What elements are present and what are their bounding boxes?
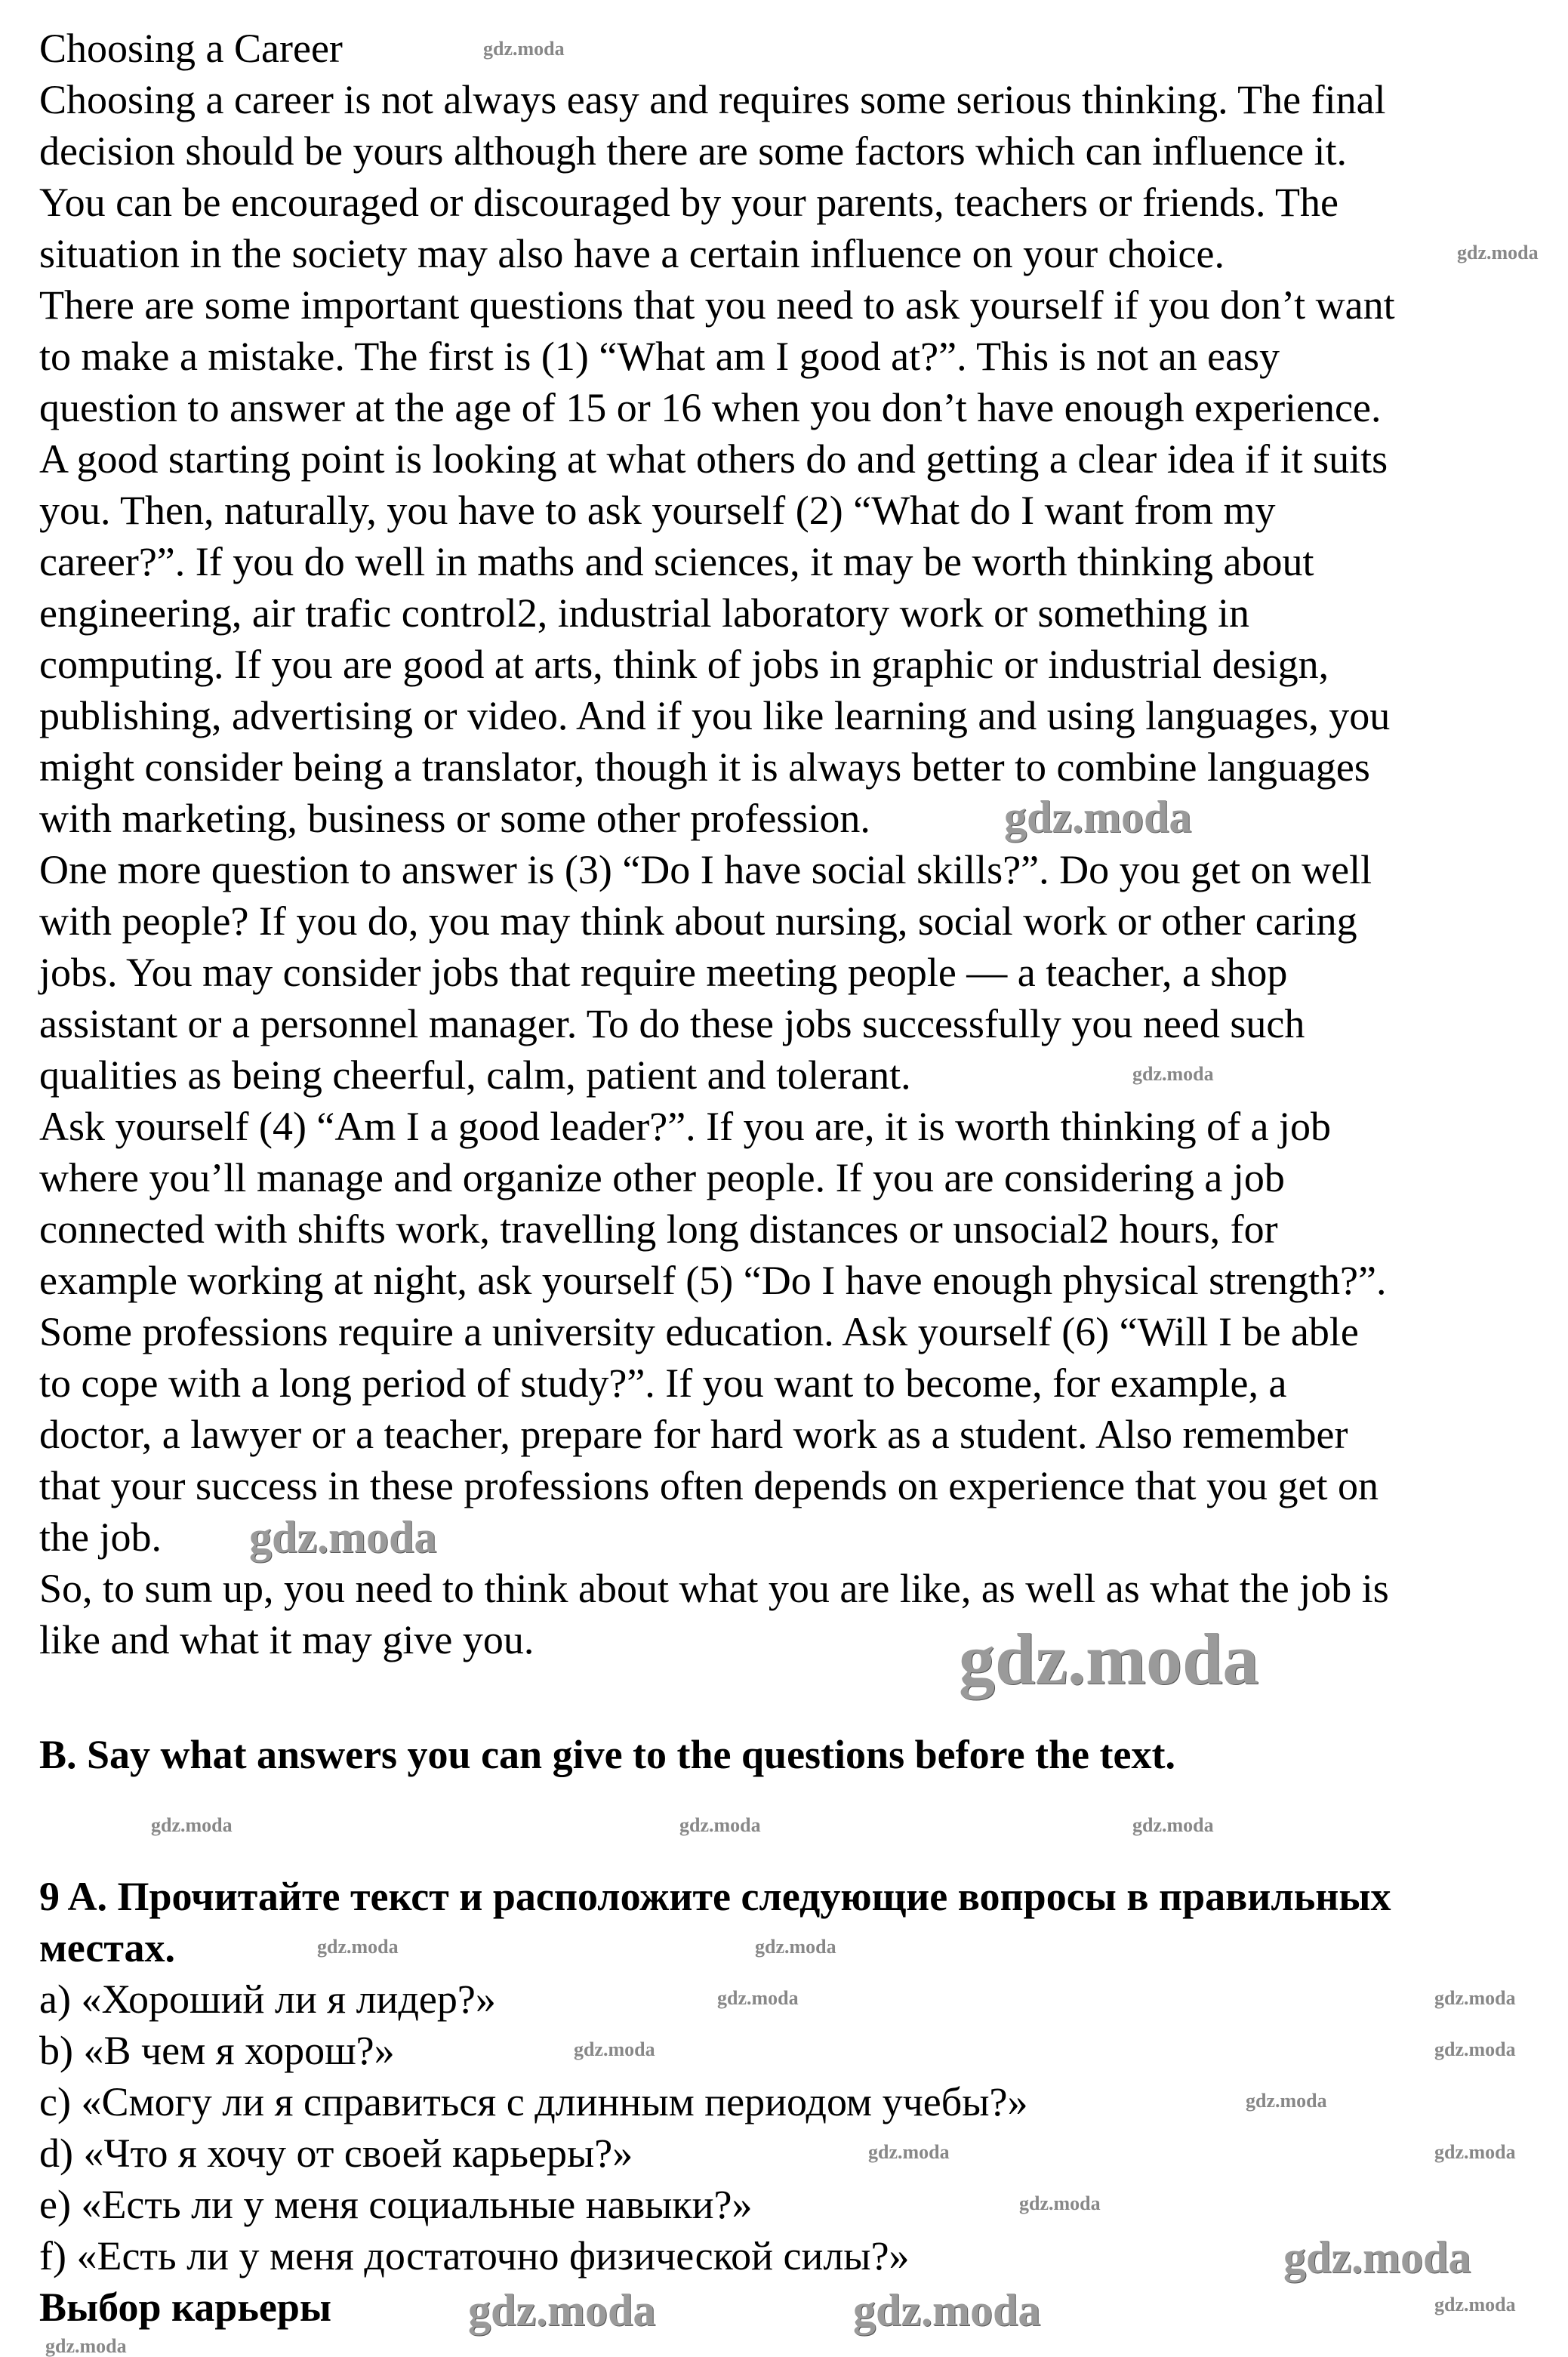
article-line: to make a mistake. The first is (1) “What am I good at?”. This is not an easy	[39, 334, 1280, 379]
article-line: example working at night, ask yourself (5) “Do I have enough physical strength?”.	[39, 1258, 1387, 1303]
watermark: gdz.moda	[755, 1936, 836, 1958]
article-line: like and what it may give you.	[39, 1617, 534, 1662]
watermark: gdz.moda	[717, 1987, 799, 2009]
watermark: gdz.moda	[1246, 2090, 1327, 2112]
watermark: gdz.moda	[249, 1512, 437, 1562]
article-line: jobs. You may consider jobs that require meeting people — a teacher, a shop	[39, 950, 1288, 995]
article-line: might consider being a translator, though it is always better to combine languages	[39, 744, 1370, 790]
watermark: gdz.moda	[959, 1619, 1259, 1699]
article-line: Choosing a career is not always easy and requires some serious thinking. The final	[39, 77, 1386, 122]
article-line: where you’ll manage and organize other people. If you are considering a job	[39, 1155, 1285, 1200]
watermark: gdz.moda	[1004, 792, 1192, 842]
question-option: c) «Смогу ли я справиться с длинным периодом учебы?»	[39, 2079, 1028, 2124]
question-option: d) «Что я хочу от своей карьеры?»	[39, 2131, 633, 2176]
watermark: gdz.moda	[574, 2038, 655, 2060]
watermark: gdz.moda	[679, 1814, 761, 1836]
article-line: question to answer at the age of 15 or 16 when you don’t have enough experience.	[39, 385, 1382, 430]
watermark: gdz.moda	[1434, 2038, 1516, 2060]
question-option: b) «В чем я хорош?»	[39, 2028, 395, 2073]
translation-title: Выбор карьеры	[39, 2285, 332, 2330]
article-line: doctor, a lawyer or a teacher, prepare for hard work as a student. Also remember	[39, 1412, 1348, 1457]
article-line: career?”. If you do well in maths and sciences, it may be worth thinking about	[39, 539, 1314, 584]
article-line: the job.	[39, 1514, 162, 1560]
question-option: f) «Есть ли у меня достаточно физической силы?»	[39, 2233, 910, 2278]
task-b: B. Say what answers you can give to the questions before the text.	[39, 1732, 1175, 1777]
article-line: to cope with a long period of study?”. If you want to become, for example, a	[39, 1360, 1287, 1406]
article-line: situation in the society may also have a certain influence on your choice.	[39, 231, 1225, 276]
article-line: publishing, advertising or video. And if you like learning and using languages, you	[39, 693, 1391, 738]
article-line: qualities as being cheerful, calm, patient and tolerant.	[39, 1052, 911, 1098]
watermark: gdz.moda	[1434, 1987, 1516, 2009]
article-line: Some professions require a university education. Ask yourself (6) “Will I be able	[39, 1309, 1359, 1354]
article-line: connected with shifts work, travelling long distances or unsocial2 hours, for	[39, 1206, 1278, 1252]
watermark: gdz.moda	[853, 2285, 1041, 2335]
watermark: gdz.moda	[1283, 2232, 1471, 2282]
watermark: gdz.moda	[1132, 1063, 1214, 1085]
question-options	[39, 1973, 1395, 2282]
watermark: gdz.moda	[1457, 242, 1539, 263]
question-option: e) «Есть ли у меня социальные навыки?»	[39, 2182, 753, 2227]
article-line: that your success in these professions often depends on experience that you get on	[39, 1463, 1379, 1508]
article-line: with people? If you do, you may think about nursing, social work or other caring	[39, 898, 1357, 944]
article-body	[39, 74, 1395, 1665]
question-option: a) «Хороший ли я лидер?»	[39, 1976, 496, 2022]
watermark: gdz.moda	[1434, 2294, 1516, 2315]
article-line: So, to sum up, you need to think about what you are like, as well as what the job is	[39, 1566, 1389, 1611]
watermark: gdz.moda	[151, 1814, 233, 1836]
document-title: Choosing a Career	[39, 26, 343, 71]
watermark: gdz.moda	[1132, 1814, 1214, 1836]
article-line: assistant or a personnel manager. To do these jobs successfully you need such	[39, 1001, 1305, 1046]
article-line: engineering, air trafic control2, industrial laboratory work or something in	[39, 590, 1250, 636]
watermark: gdz.moda	[868, 2141, 950, 2163]
document	[39, 23, 1395, 2333]
article-line: Ask yourself (4) “Am I a good leader?”. If you are, it is worth thinking of a job	[39, 1104, 1332, 1149]
watermark: gdz.moda	[468, 2285, 656, 2335]
article-line: You can be encouraged or discouraged by your parents, teachers or friends. The	[39, 180, 1338, 225]
watermark: gdz.moda	[317, 1936, 399, 1958]
watermark: gdz.moda	[1019, 2192, 1101, 2214]
watermark: gdz.moda	[483, 38, 565, 60]
article-line: A good starting point is looking at what others do and getting a clear idea if it suits	[39, 436, 1388, 482]
task-9a-heading: 9 A. Прочитайте текст и расположите следующие вопросы в правильных	[39, 1874, 1391, 1919]
article-line: computing. If you are good at arts, think of jobs in graphic or industrial design,	[39, 642, 1329, 687]
article-line: One more question to answer is (3) “Do I have social skills?”. Do you get on well	[39, 847, 1372, 892]
article-line: decision should be yours although there are some factors which can influence it.	[39, 128, 1347, 174]
article-line: There are some important questions that you need to ask yourself if you don’t want	[39, 282, 1395, 328]
watermark: gdz.moda	[45, 2335, 127, 2357]
task-9a-heading-cont: местах.	[39, 1925, 176, 1970]
watermark: gdz.moda	[1434, 2141, 1516, 2163]
article-line: you. Then, naturally, you have to ask yourself (2) “What do I want from my	[39, 488, 1276, 533]
article-line: with marketing, business or some other profession.	[39, 796, 870, 841]
